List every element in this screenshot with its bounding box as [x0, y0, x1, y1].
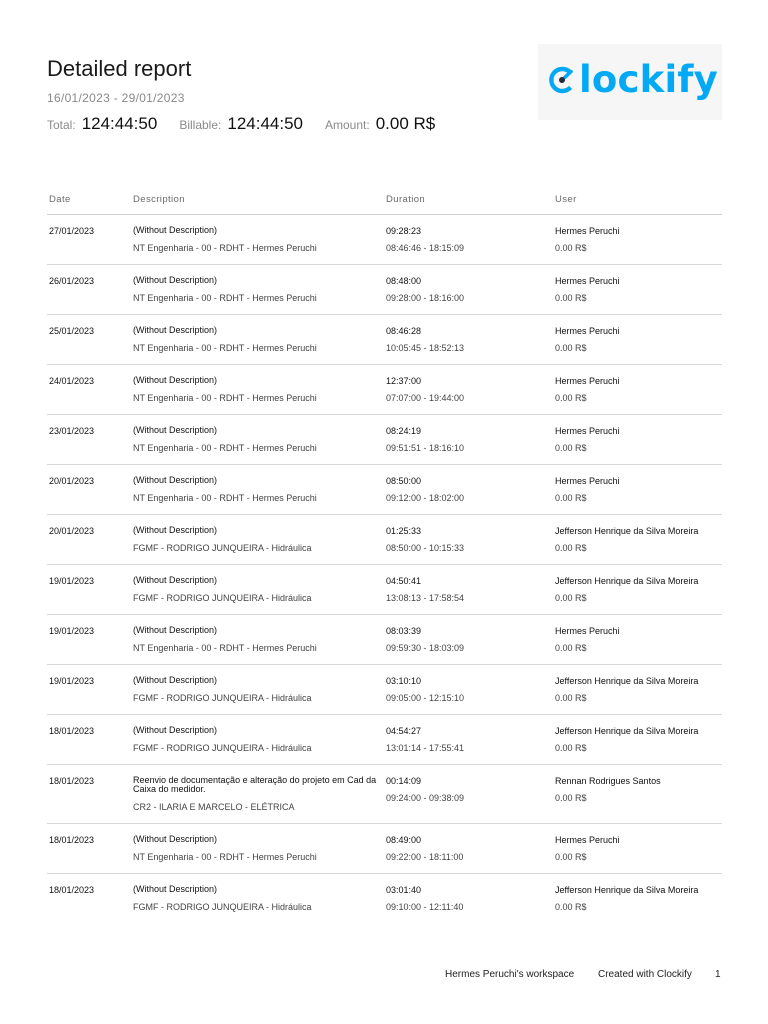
row-description: (Without Description)	[133, 675, 218, 685]
row-amount: 0.00 R$	[555, 693, 587, 703]
table-row	[47, 824, 722, 874]
total-value: 124:44:50	[81, 114, 158, 133]
row-amount: 0.00 R$	[555, 793, 587, 803]
billable-label: Billable:	[179, 118, 222, 132]
row-project: FGMF - RODRIGO JUNQUEIRA - Hidráulica	[133, 693, 312, 703]
report-title: Detailed report	[47, 56, 192, 81]
row-project: NT Engenharia - 00 - RDHT - Hermes Peruchi	[133, 493, 317, 503]
row-project: NT Engenharia - 00 - RDHT - Hermes Peruchi	[133, 443, 317, 453]
table-row	[47, 315, 722, 365]
row-duration: 03:10:10	[386, 676, 422, 686]
row-time-range: 09:10:00 - 12:11:40	[386, 902, 464, 912]
row-time-range: 13:01:14 - 17:55:41	[386, 743, 465, 753]
table-row	[47, 615, 722, 665]
row-time-range: 09:05:00 - 12:15:10	[386, 693, 465, 703]
row-duration: 04:50:41	[386, 576, 422, 586]
row-date: 18/01/2023	[49, 885, 95, 895]
row-amount: 0.00 R$	[555, 243, 587, 253]
row-duration: 12:37:00	[386, 376, 422, 386]
row-date: 20/01/2023	[49, 476, 95, 486]
footer-page-number: 1	[715, 969, 721, 980]
row-time-range: 09:51:51 - 18:16:10	[386, 443, 465, 453]
table-row	[47, 415, 722, 465]
row-user: Jefferson Henrique da Silva Moreira	[555, 676, 699, 686]
brand-name: lockify	[579, 58, 718, 101]
table-body	[47, 215, 722, 923]
row-project: NT Engenharia - 00 - RDHT - Hermes Peruchi	[133, 243, 317, 253]
row-user: Hermes Peruchi	[555, 226, 620, 236]
row-time-range: 13:08:13 - 17:58:54	[386, 593, 465, 603]
brand-logo	[546, 58, 718, 101]
row-description: (Without Description)	[133, 525, 218, 535]
row-description: Reenvio de documentação e alteração do projeto em Cad da Caixa do medidor.	[133, 775, 377, 794]
row-amount: 0.00 R$	[555, 543, 587, 553]
row-user: Hermes Peruchi	[555, 376, 620, 386]
brand-logo-area	[538, 44, 722, 120]
billable-summary	[179, 114, 303, 134]
amount-summary	[325, 114, 435, 134]
row-project: NT Engenharia - 00 - RDHT - Hermes Peruchi	[133, 343, 317, 353]
row-project: FGMF - RODRIGO JUNQUEIRA - Hidráulica	[133, 902, 312, 912]
row-amount: 0.00 R$	[555, 743, 587, 753]
row-date: 20/01/2023	[49, 526, 95, 536]
row-date: 18/01/2023	[49, 776, 95, 786]
row-duration: 00:14:09	[386, 776, 422, 786]
row-amount: 0.00 R$	[555, 493, 587, 503]
row-user: Jefferson Henrique da Silva Moreira	[555, 726, 699, 736]
row-project: FGMF - RODRIGO JUNQUEIRA - Hidráulica	[133, 543, 312, 553]
row-amount: 0.00 R$	[555, 643, 587, 653]
row-duration: 08:24:19	[386, 426, 422, 436]
total-label: Total:	[47, 118, 76, 132]
row-project: NT Engenharia - 00 - RDHT - Hermes Peruchi	[133, 643, 317, 653]
row-user: Hermes Peruchi	[555, 426, 620, 436]
row-duration: 08:49:00	[386, 835, 422, 845]
footer-created-with: Created with Clockify	[598, 969, 692, 980]
row-date: 23/01/2023	[49, 426, 95, 436]
row-description: (Without Description)	[133, 275, 218, 285]
amount-value: 0.00 R$	[375, 114, 436, 133]
row-description: (Without Description)	[133, 225, 218, 235]
footer-workspace: Hermes Peruchi's workspace	[445, 969, 575, 980]
row-time-range: 07:07:00 - 19:44:00	[386, 393, 465, 403]
row-amount: 0.00 R$	[555, 593, 587, 603]
row-date: 19/01/2023	[49, 626, 95, 636]
row-duration: 04:54:27	[386, 726, 422, 736]
row-user: Hermes Peruchi	[555, 326, 620, 336]
row-project: CR2 - ILARIA E MARCELO - ELÉTRICA	[133, 802, 295, 812]
row-duration: 01:25:33	[386, 526, 422, 536]
table-header	[47, 186, 722, 215]
billable-value: 124:44:50	[227, 114, 303, 133]
row-user: Hermes Peruchi	[555, 626, 620, 636]
row-duration: 03:01:40	[386, 885, 422, 895]
amount-label: Amount:	[325, 118, 370, 132]
row-time-range: 09:24:00 - 09:38:09	[386, 793, 465, 803]
row-duration: 09:28:23	[386, 226, 422, 236]
clockify-logo-icon	[546, 64, 578, 96]
row-project: FGMF - RODRIGO JUNQUEIRA - Hidráulica	[133, 593, 312, 603]
row-user: Hermes Peruchi	[555, 835, 620, 845]
row-date: 24/01/2023	[49, 376, 95, 386]
table-row	[47, 515, 722, 565]
row-user: Jefferson Henrique da Silva Moreira	[555, 526, 699, 536]
row-amount: 0.00 R$	[555, 343, 587, 353]
table-row	[47, 365, 722, 415]
table-row	[47, 874, 722, 923]
row-description: (Without Description)	[133, 475, 218, 485]
row-date: 18/01/2023	[49, 726, 95, 736]
row-time-range: 08:46:46 - 18:15:09	[386, 243, 465, 253]
row-description: (Without Description)	[133, 325, 218, 335]
row-user: Jefferson Henrique da Silva Moreira	[555, 576, 699, 586]
table-row	[47, 465, 722, 515]
table-row	[47, 715, 722, 765]
row-duration: 08:50:00	[386, 476, 422, 486]
row-date: 18/01/2023	[49, 835, 95, 845]
report-period: 16/01/2023 - 29/01/2023	[47, 91, 185, 105]
header-date: Date	[49, 194, 71, 205]
row-date: 27/01/2023	[49, 226, 95, 236]
row-duration: 08:48:00	[386, 276, 422, 286]
row-date: 19/01/2023	[49, 576, 95, 586]
table-row	[47, 665, 722, 715]
row-time-range: 10:05:45 - 18:52:13	[386, 343, 465, 353]
row-date: 19/01/2023	[49, 676, 95, 686]
row-user: Jefferson Henrique da Silva Moreira	[555, 885, 699, 895]
row-time-range: 09:28:00 - 18:16:00	[386, 293, 465, 303]
row-project: NT Engenharia - 00 - RDHT - Hermes Peruchi	[133, 293, 317, 303]
table-row	[47, 215, 722, 265]
row-amount: 0.00 R$	[555, 852, 587, 862]
row-time-range: 09:59:30 - 18:03:09	[386, 643, 465, 653]
row-user: Hermes Peruchi	[555, 276, 620, 286]
header-duration: Duration	[386, 194, 426, 205]
row-description: (Without Description)	[133, 425, 218, 435]
header-description: Description	[133, 194, 185, 205]
row-project: FGMF - RODRIGO JUNQUEIRA - Hidráulica	[133, 743, 312, 753]
row-duration: 08:03:39	[386, 626, 422, 636]
row-time-range: 09:22:00 - 18:11:00	[386, 852, 464, 862]
row-description: (Without Description)	[133, 884, 218, 894]
table-row	[47, 765, 722, 824]
row-amount: 0.00 R$	[555, 902, 587, 912]
row-user: Hermes Peruchi	[555, 476, 620, 486]
row-description: (Without Description)	[133, 625, 218, 635]
row-amount: 0.00 R$	[555, 443, 587, 453]
table-row	[47, 265, 722, 315]
row-user: Rennan Rodrigues Santos	[555, 776, 661, 786]
report-totals	[47, 114, 435, 134]
header-user: User	[555, 194, 577, 205]
row-description: (Without Description)	[133, 575, 218, 585]
row-date: 26/01/2023	[49, 276, 95, 286]
row-amount: 0.00 R$	[555, 393, 587, 403]
row-amount: 0.00 R$	[555, 293, 587, 303]
row-time-range: 09:12:00 - 18:02:00	[386, 493, 465, 503]
row-time-range: 08:50:00 - 10:15:33	[386, 543, 465, 553]
entries-table	[47, 186, 722, 923]
row-description: (Without Description)	[133, 375, 218, 385]
row-description: (Without Description)	[133, 725, 218, 735]
row-project: NT Engenharia - 00 - RDHT - Hermes Peruchi	[133, 852, 317, 862]
row-date: 25/01/2023	[49, 326, 95, 336]
row-duration: 08:46:28	[386, 326, 422, 336]
total-summary	[47, 114, 157, 134]
row-description: (Without Description)	[133, 834, 218, 844]
row-project: NT Engenharia - 00 - RDHT - Hermes Peruchi	[133, 393, 317, 403]
table-row	[47, 565, 722, 615]
